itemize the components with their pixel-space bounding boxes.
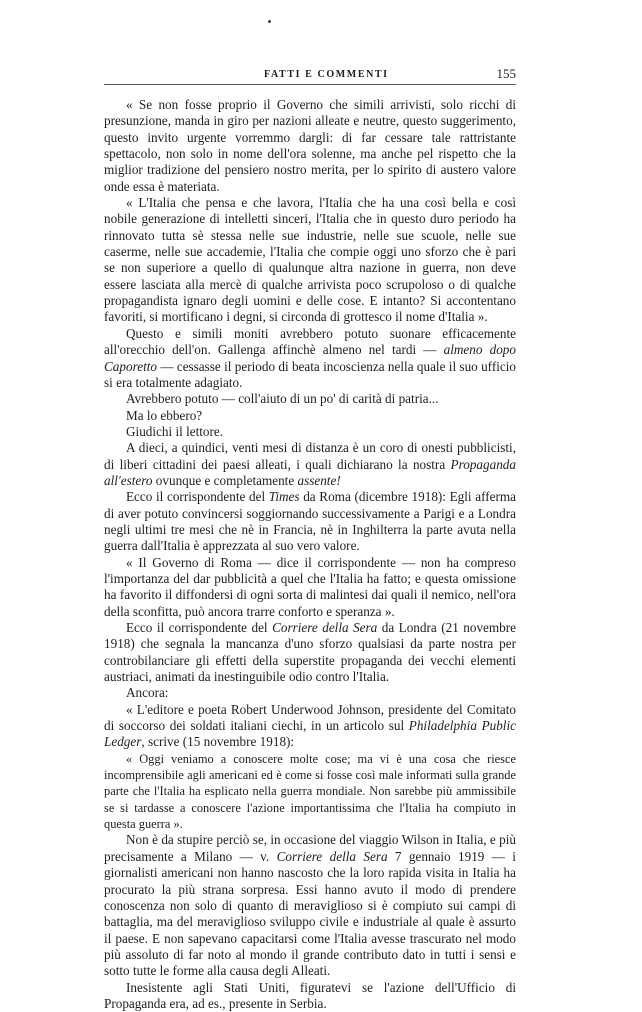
paragraph: Non è da stupire perciò se, in occasione del viaggio Wilson in Italia, e più precisamente a Milano — v. Corriere della Sera 7 gennaio 1919 — i giornalisti americani non hanno nascosto che la loro rapida visita in Italia ha procurato la più strana sorpresa. Essi hanno avuto il modo di prendere conoscenza non solo di quanto di meraviglioso si è compiuto sui campi di battaglia, ma del meraviglioso sviluppo civile e industriale al quale è assurto il paese. E non sapevano capacitarsi come l'Italia avesse trascurato nel modo più assoluto di far noto al mondo il grande contributo dato in tutti i sensi e sotto tutte le forme alla causa degli Alleati. [104, 832, 516, 979]
paragraph: « Il Governo di Roma — dice il corrispondente — non ha compreso l'importanza del dar pubblicità a quel che l'Italia ha fatto; e questa omissione ha favorito il diffondersi di ogni sorta di malintesi dai quali il nemico, nell'ora della sconfitta, può ancora trarre conforto e speranza ». [104, 554, 516, 619]
paragraph: Ecco il corrispondente del Corriere della Sera da Londra (21 novembre 1918) che segnala la mancanza d'uno sforzo qualsiasi da parte nostra per controbilanciare gli effetti della superstite propaganda dei vecchi elementi austriaci, animati da inestinguibile odio contro l'Italia. [104, 620, 516, 685]
paragraph: « Oggi veniamo a conoscere molte cose; ma vi è una cosa che riesce incomprensibile agli americani ed è come si fosse così male informati sulla grande parte che l'Italia ha esplicato nella guerra mondiale. Non sarebbe più ammissibile se si tardasse a conoscere l'azione importantissima che l'Italia ha compiuto in questa guerra ». [104, 751, 516, 832]
paragraph: A dieci, a quindici, venti mesi di distanza è un coro di onesti pubblicisti, di liberi cittadini dei paesi alleati, i quali dichiarano la nostra Propaganda all'estero ovunque e completamente assente! [104, 440, 516, 488]
paragraph: « Se non fosse proprio il Governo che simili arrivisti, solo ricchi di presunzione, manda in giro per nazioni alleate e neutre, questo suggerimento, questo invito urgente vorremmo dargli: di far cessare tale rattristante spettacolo, non solo in nome dell'ora solenne, ma anche pel rispetto che la miglior tradizione del pensiero nostro merita, per lo spirito di austero valore onde essa è materiata. [104, 97, 516, 194]
paragraph: Ancora: [126, 685, 169, 701]
paragraph: « L'Italia che pensa e che lavora, l'Italia che ha una così bella e così nobile generazione di intelletti sinceri, l'Italia che in questo duro periodo ha rinnovato tutta sè stessa nelle sue industrie, nelle sue scuole, nelle sue caserme, nelle sue accademie, l'Italia che compie oggi uno sforzo che è pari se non superiore a quello di qualunque altra nazione in guerra, non deve essere lasciata alla mercè di qualche arrivista poco scrupoloso o di qualche propagandista ignaro degli uomini e delle cose. E intanto? Si accontentano favoriti, si mortificano i degni, si circonda di grottesco il nome d'Italia ». [104, 195, 516, 325]
page-header [104, 64, 516, 85]
paragraph: Ecco il corrispondente del Times da Roma (dicembre 1918): Egli afferma di aver potuto convincersi soggiornando successivamente a Parigi e a Londra negli ultimi tre mesi che nè in Francia, nè in Inghilterra la parte avuta nella guerra dall'Italia è apprezzata al suo vero valore. [104, 489, 516, 554]
paragraph: Giudichi il lettore. [126, 423, 224, 439]
paragraph: Ma lo ebbero? [126, 407, 203, 423]
italic-text: Philadelphia Public Ledger [104, 718, 516, 750]
italic-text: assente! [297, 472, 341, 488]
italic-text: Corriere della Sera [276, 848, 388, 864]
paragraph: Inesistente agli Stati Uniti, figuratevi se l'azione dell'Ufficio di Propaganda era, ad es., presente in Serbia. [104, 979, 516, 1011]
italic-text: Propaganda all'estero [104, 456, 516, 488]
page-number: 155 [496, 66, 516, 81]
italic-text: Times [268, 489, 300, 505]
paragraph: Avrebbero potuto — coll'aiuto di un po' di carità di patria... [126, 391, 439, 407]
paragraph: « L'editore e poeta Robert Underwood Johnson, presidente del Comitato di soccorso dei soldati italiani ciechi, in un articolo sul Philadelphia Public Ledger, scrive (15 novembre 1918): [104, 701, 516, 750]
body-text [104, 97, 516, 1012]
italic-text: almeno dopo Caporetto [104, 342, 516, 374]
paragraph: Questo e simili moniti avrebbero potuto suonare efficacemente all'orecchio dell'on. Gallenga affinchè almeno nel tardi — almeno dopo Caporetto — cessasse il periodo di beata incoscienza nella quale il suo ufficio si era totalmente adagiato. [104, 325, 516, 390]
italic-text: Corriere della Sera [272, 620, 378, 635]
running-head: FATTI E COMMENTI [264, 69, 389, 80]
ink-speck [268, 20, 271, 23]
